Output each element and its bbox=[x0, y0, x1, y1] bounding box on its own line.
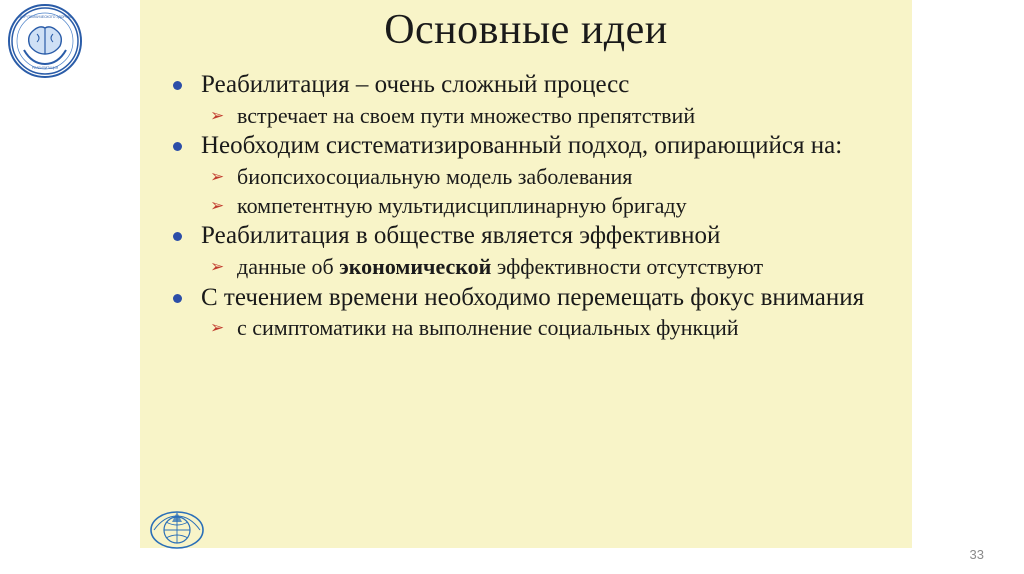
list-item-label: Реабилитация в обществе является эффективной bbox=[201, 222, 721, 250]
list-item bbox=[165, 193, 895, 220]
arrow-bullet-icon: ➢ bbox=[210, 105, 225, 125]
arrow-bullet-icon: ➢ bbox=[210, 166, 225, 186]
list-item bbox=[165, 283, 895, 314]
bullet-dot-icon bbox=[173, 294, 182, 303]
list-item bbox=[165, 103, 895, 130]
list-item-label: встречает на своем пути множество препятствий bbox=[237, 102, 696, 128]
list-item bbox=[165, 254, 895, 281]
list-item-label: Реабилитация – очень сложный процесс bbox=[201, 71, 630, 98]
list-item-label: компетентную мультидисциплинарную бригаду bbox=[237, 192, 687, 218]
list-item-label: с симптоматики на выполнение социальных функций bbox=[237, 315, 739, 341]
svg-text:РЕАБИЛИТАЦИЯ: РЕАБИЛИТАЦИЯ bbox=[31, 66, 59, 70]
list-item bbox=[165, 164, 895, 191]
who-emblem bbox=[148, 506, 206, 554]
list-item bbox=[165, 221, 895, 252]
page-title: Основные идеи bbox=[384, 7, 668, 53]
arrow-bullet-icon: ➢ bbox=[210, 195, 225, 215]
list-item-label: Необходим систематизированный подход, опирающийся на: bbox=[201, 132, 843, 160]
bullet-list bbox=[165, 70, 895, 344]
bullet-dot-icon bbox=[173, 232, 182, 241]
arrow-bullet-icon: ➢ bbox=[210, 318, 225, 338]
list-item-label: С течением времени необходимо перемещать фокус внимания bbox=[201, 283, 865, 311]
list-item-label: биопсихосоциальную модель заболевания bbox=[237, 163, 633, 189]
bullet-dot-icon bbox=[173, 81, 182, 90]
list-item bbox=[165, 315, 895, 342]
list-item bbox=[165, 131, 895, 162]
arrow-bullet-icon: ➢ bbox=[210, 256, 225, 276]
bullet-dot-icon bbox=[173, 142, 182, 151]
list-item-label: данные об экономической эффективности отсутствуют bbox=[237, 253, 764, 279]
slide-number: 33 bbox=[969, 547, 984, 562]
svg-text:ЦЕНТР ПСИХИЧЕСКОГО ЗДОРОВЬЯ: ЦЕНТР ПСИХИЧЕСКОГО ЗДОРОВЬЯ bbox=[15, 15, 75, 19]
brain-in-hands-emblem bbox=[8, 4, 82, 78]
list-item bbox=[165, 70, 895, 101]
